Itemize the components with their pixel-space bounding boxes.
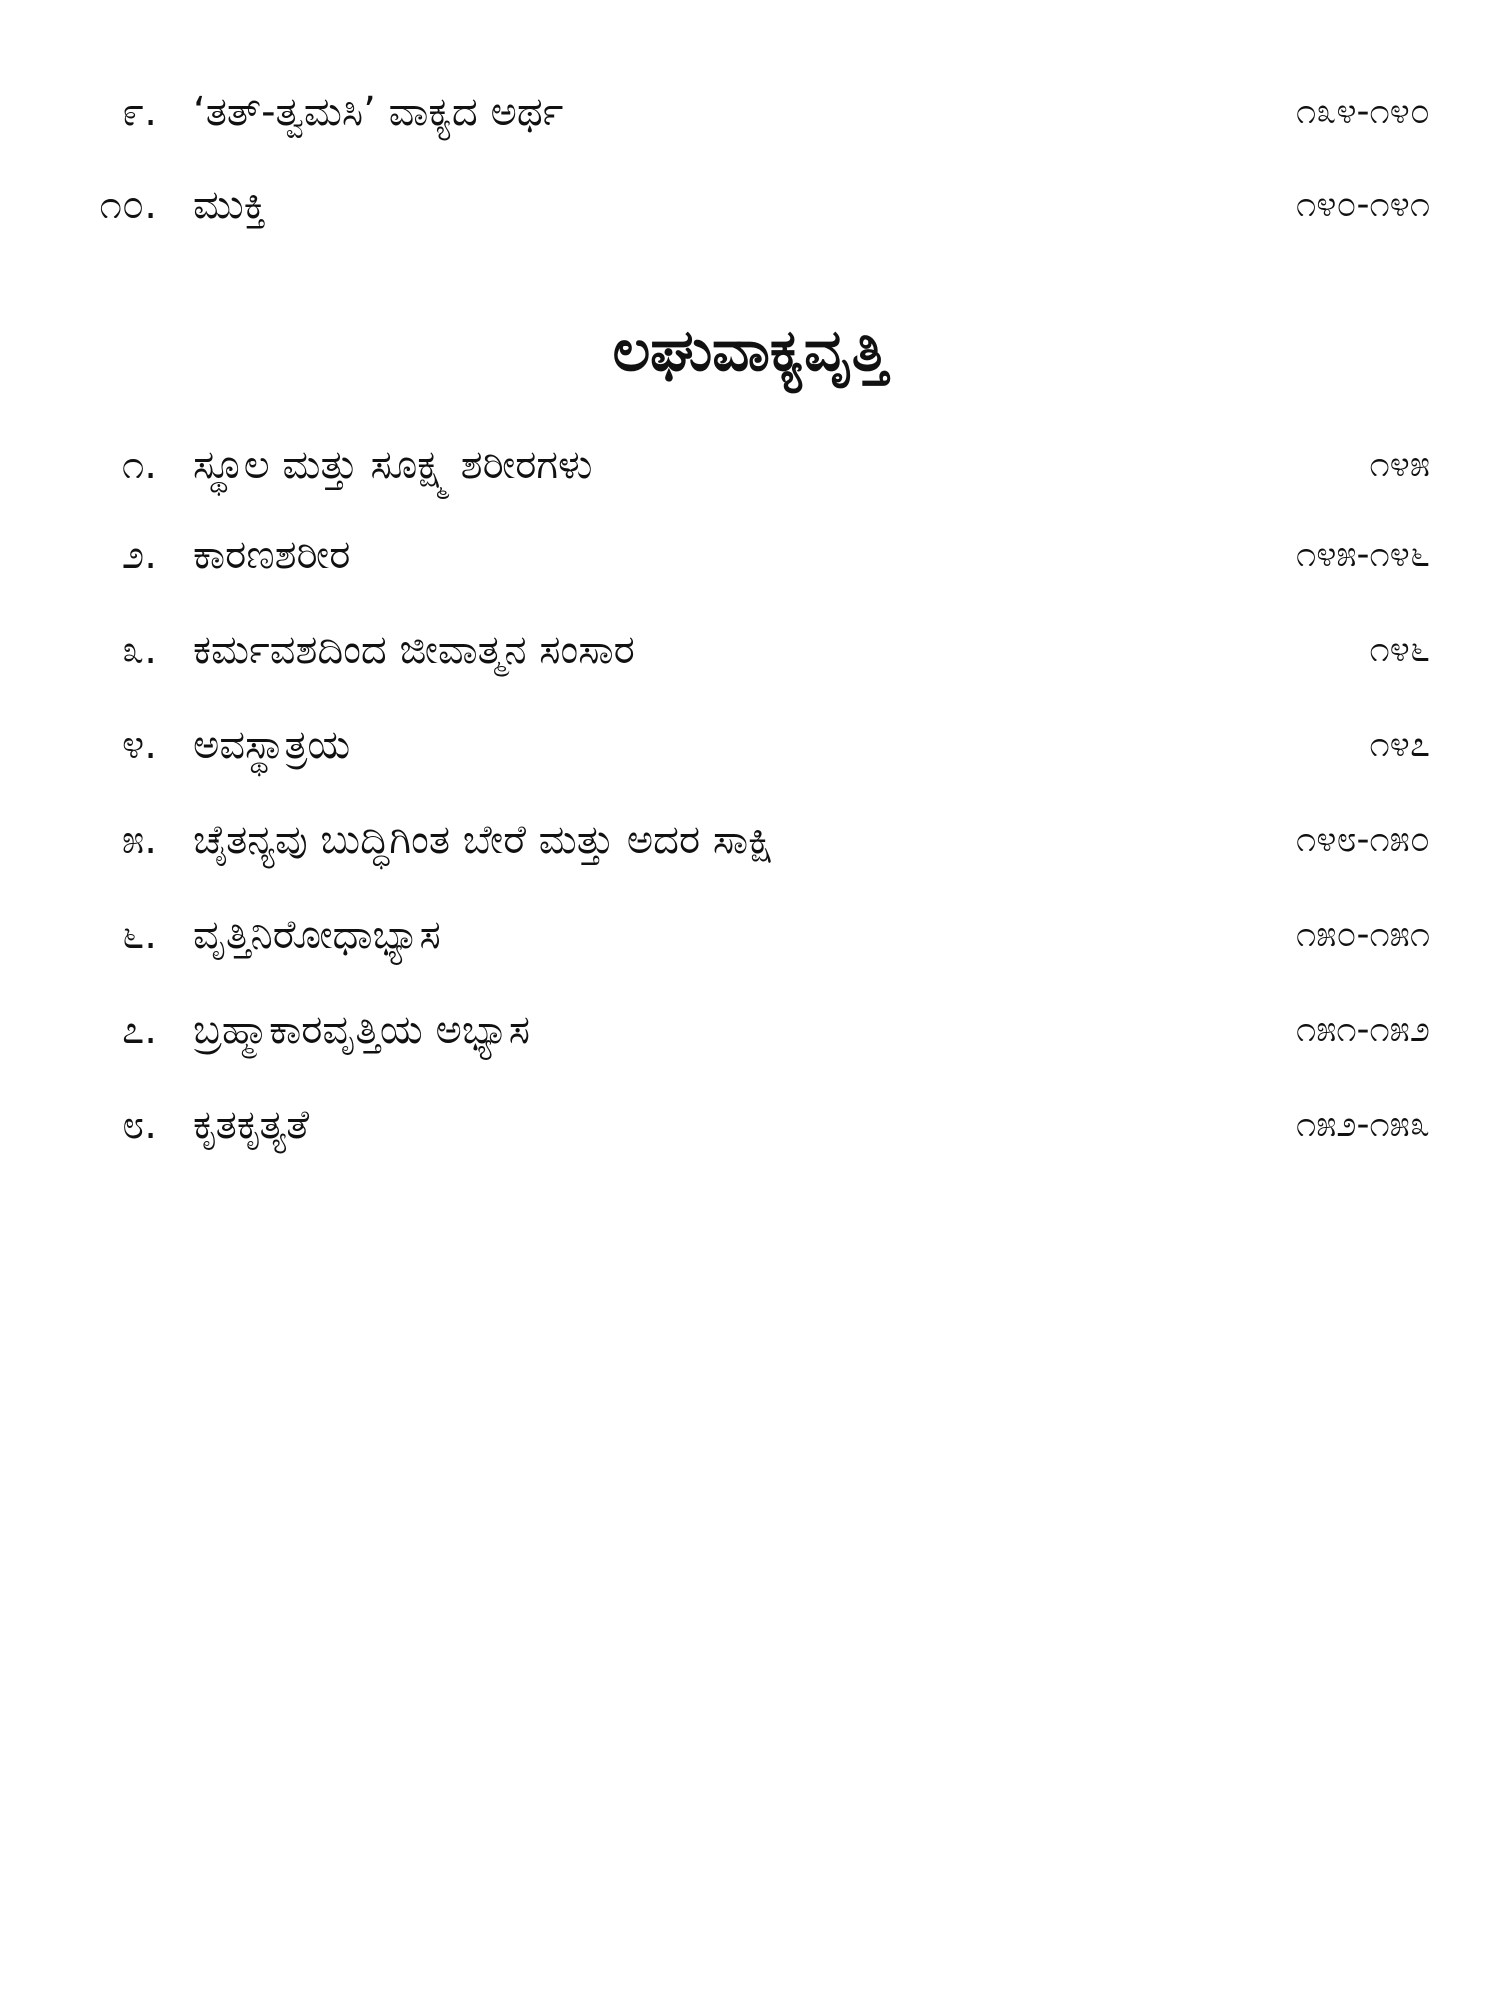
entry-title: ಕಾರಣಶರೀರ [193, 532, 351, 578]
entry-number: ೩. [121, 627, 157, 673]
toc-entry [0, 170, 1500, 240]
toc-entry [0, 900, 1500, 970]
entry-number: ೧. [121, 442, 157, 488]
section-heading: ಲಘುವಾಕ್ಯವೃತ್ತಿ [612, 316, 888, 384]
toc-entry [0, 520, 1500, 590]
entry-pages: ೧೫೨-೧೫೩ [1296, 1104, 1430, 1145]
entry-title: ಬ್ರಹ್ಮಾಕಾರವೃತ್ತಿಯ ಅಭ್ಯಾಸ [193, 1007, 531, 1053]
toc-entry [0, 1090, 1500, 1160]
toc-entry [0, 995, 1500, 1065]
entry-pages: ೧೫೧-೧೫೨ [1296, 1009, 1430, 1050]
entry-number: ೨. [121, 532, 157, 578]
entry-pages: ೧೪೮-೧೫೦ [1296, 819, 1430, 860]
entry-number: ೭. [121, 1007, 157, 1053]
toc-entry [0, 710, 1500, 780]
toc-entry [0, 77, 1500, 147]
entry-number: ೪. [121, 722, 157, 768]
entry-pages: ೧೪೫ [1369, 444, 1430, 485]
entry-title: ಅವಸ್ಥಾತ್ರಯ [193, 722, 351, 768]
entry-number: ೬. [121, 912, 157, 958]
entry-pages: ೧೪೭ [1369, 724, 1430, 765]
entry-number: ೧೦. [99, 182, 157, 228]
entry-title: ಸ್ಥೂಲ ಮತ್ತು ಸೂಕ್ಷ್ಮ ಶರೀರಗಳು [193, 442, 593, 488]
entry-title: ವೃತ್ತಿನಿರೋಧಾಭ್ಯಾಸ [193, 912, 441, 958]
entry-pages: ೧೩೪-೧೪೦ [1296, 91, 1430, 132]
entry-number: ೯. [121, 89, 157, 135]
entry-title: ಮುಕ್ತಿ [193, 182, 266, 228]
entry-title: ‘ತತ್-ತ್ವಮಸಿ’ ವಾಕ್ಯದ ಅರ್ಥ [193, 89, 564, 135]
entry-pages: ೧೪೫-೧೪೬ [1296, 534, 1430, 575]
entry-pages: ೧೪೦-೧೪೧ [1296, 184, 1430, 225]
entry-title: ಚೈತನ್ಯವು ಬುದ್ಧಿಗಿಂತ ಬೇರೆ ಮತ್ತು ಅದರ ಸಾಕ್ಷಿ [193, 817, 774, 863]
entry-title: ಕೃತಕೃತ್ಯತೆ [193, 1102, 310, 1148]
toc-entry [0, 615, 1500, 685]
entry-pages: ೧೫೦-೧೫೧ [1296, 914, 1430, 955]
entry-number: ೫. [121, 817, 157, 863]
entry-title: ಕರ್ಮವಶದಿಂದ ಜೀವಾತ್ಮನ ಸಂಸಾರ [193, 627, 635, 673]
entry-pages: ೧೪೬ [1369, 629, 1430, 670]
toc-entry [0, 430, 1500, 500]
toc-entry [0, 805, 1500, 875]
entry-number: ೮. [121, 1102, 157, 1148]
